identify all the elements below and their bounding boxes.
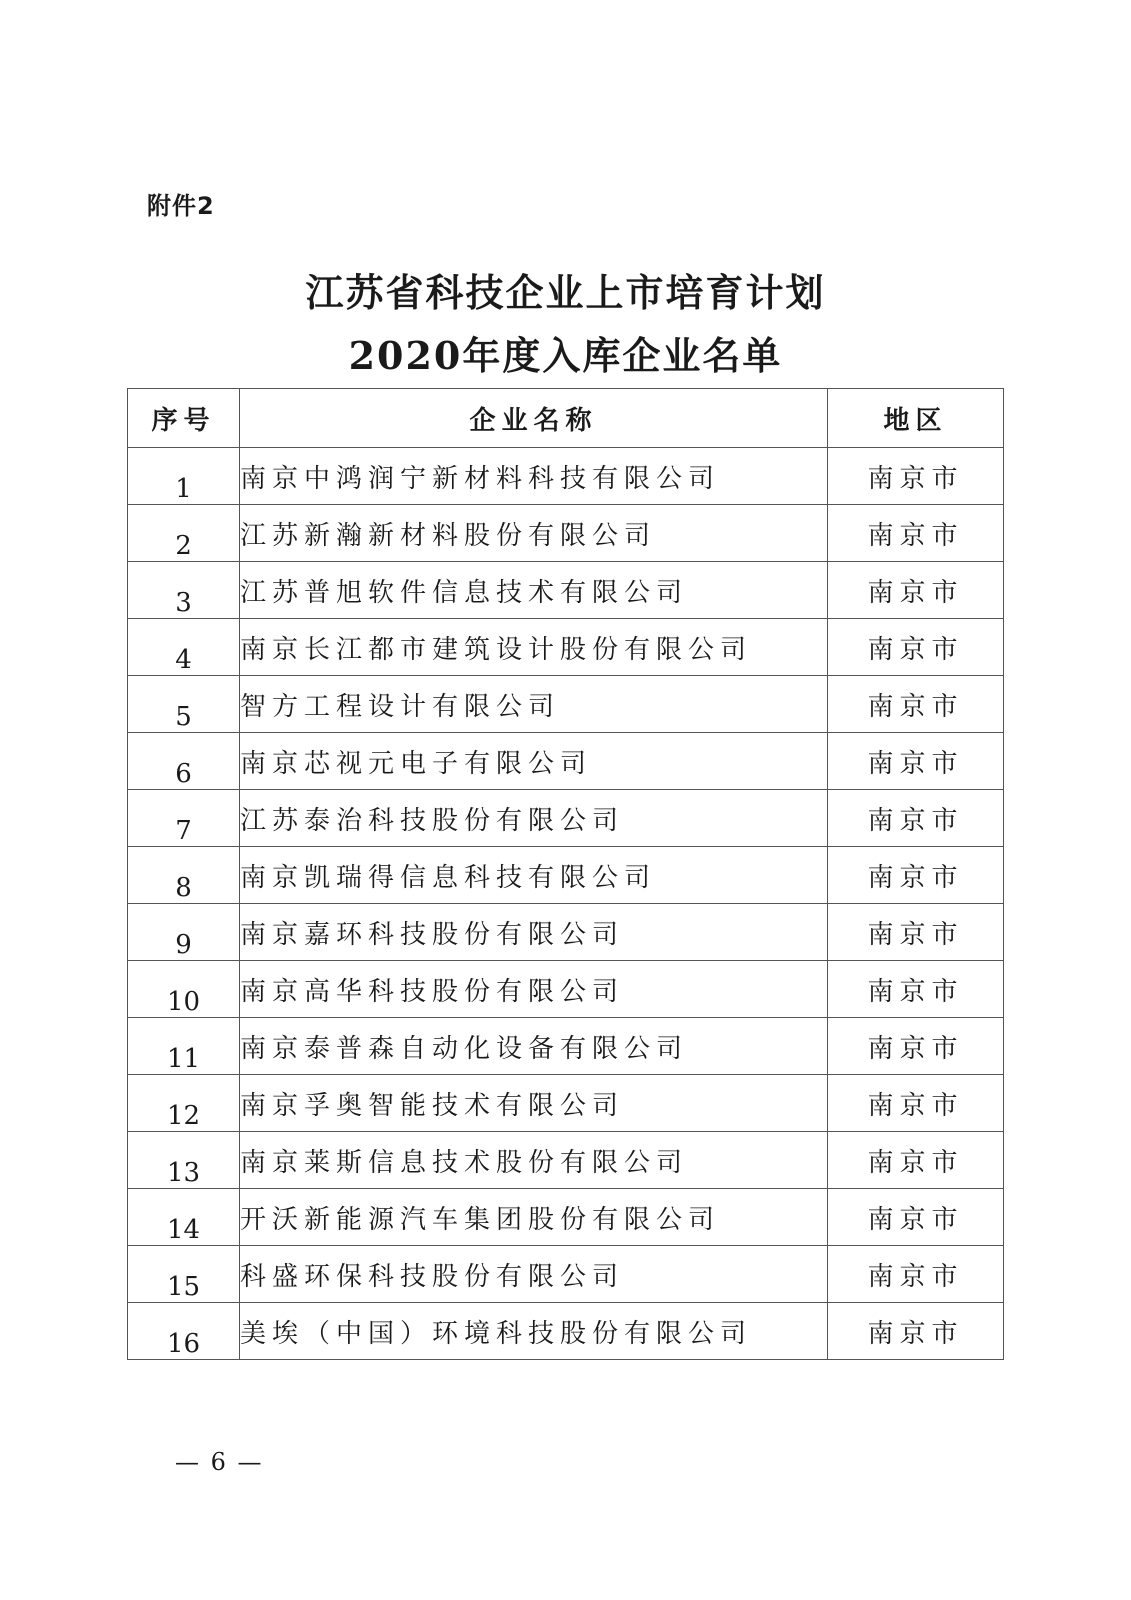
header-enterprise-name: 企业名称 [240, 389, 828, 448]
row-number: 8 [128, 847, 240, 904]
row-region: 南京市 [828, 448, 1004, 505]
table-row [128, 1246, 1004, 1303]
attachment-label: 附件2 [147, 192, 215, 220]
row-enterprise-name: 南京孚奥智能技术有限公司 [240, 1075, 828, 1132]
row-number: 3 [128, 562, 240, 619]
row-number: 14 [128, 1189, 240, 1246]
table-row [128, 1132, 1004, 1189]
row-region: 南京市 [828, 1075, 1004, 1132]
row-number: 13 [128, 1132, 240, 1189]
row-region: 南京市 [828, 505, 1004, 562]
row-region: 南京市 [828, 847, 1004, 904]
table-row [128, 904, 1004, 961]
row-enterprise-name: 南京莱斯信息技术股份有限公司 [240, 1132, 828, 1189]
row-number: 4 [128, 619, 240, 676]
row-region: 南京市 [828, 1246, 1004, 1303]
document-title-line1: 江苏省科技企业上市培育计划 [305, 270, 826, 315]
row-number: 2 [128, 505, 240, 562]
row-number: 11 [128, 1018, 240, 1075]
row-enterprise-name: 江苏普旭软件信息技术有限公司 [240, 562, 828, 619]
table-body [128, 448, 1004, 1360]
row-enterprise-name: 南京长江都市建筑设计股份有限公司 [240, 619, 828, 676]
row-enterprise-name: 开沃新能源汽车集团股份有限公司 [240, 1189, 828, 1246]
header-region: 地区 [828, 389, 1004, 448]
row-enterprise-name: 智方工程设计有限公司 [240, 676, 828, 733]
table-row [128, 1075, 1004, 1132]
row-enterprise-name: 南京中鸿润宁新材料科技有限公司 [240, 448, 828, 505]
row-enterprise-name: 南京泰普森自动化设备有限公司 [240, 1018, 828, 1075]
row-number: 7 [128, 790, 240, 847]
row-number: 5 [128, 676, 240, 733]
table-row [128, 1018, 1004, 1075]
table-row [128, 1303, 1004, 1360]
row-region: 南京市 [828, 1132, 1004, 1189]
table-row [128, 847, 1004, 904]
row-region: 南京市 [828, 562, 1004, 619]
row-region: 南京市 [828, 904, 1004, 961]
table-row [128, 1189, 1004, 1246]
document-title-line2: 2020年度入库企业名单 [348, 333, 783, 378]
row-region: 南京市 [828, 1303, 1004, 1360]
row-number: 12 [128, 1075, 240, 1132]
row-enterprise-name: 美埃（中国）环境科技股份有限公司 [240, 1303, 828, 1360]
row-enterprise-name: 南京高华科技股份有限公司 [240, 961, 828, 1018]
row-enterprise-name: 江苏新瀚新材料股份有限公司 [240, 505, 828, 562]
row-enterprise-name: 南京芯视元电子有限公司 [240, 733, 828, 790]
row-region: 南京市 [828, 790, 1004, 847]
row-region: 南京市 [828, 676, 1004, 733]
row-enterprise-name: 南京嘉环科技股份有限公司 [240, 904, 828, 961]
table-row [128, 961, 1004, 1018]
table-row [128, 448, 1004, 505]
row-region: 南京市 [828, 961, 1004, 1018]
row-region: 南京市 [828, 1018, 1004, 1075]
row-number: 6 [128, 733, 240, 790]
enterprise-list-table [127, 388, 1004, 1360]
table-row [128, 790, 1004, 847]
header-serial-number: 序号 [128, 389, 240, 448]
row-number: 9 [128, 904, 240, 961]
row-region: 南京市 [828, 619, 1004, 676]
table-row [128, 619, 1004, 676]
row-enterprise-name: 南京凯瑞得信息科技有限公司 [240, 847, 828, 904]
row-enterprise-name: 科盛环保科技股份有限公司 [240, 1246, 828, 1303]
table-row [128, 676, 1004, 733]
row-number: 15 [128, 1246, 240, 1303]
table-row [128, 505, 1004, 562]
table-row [128, 733, 1004, 790]
table-row [128, 562, 1004, 619]
row-number: 1 [128, 448, 240, 505]
row-number: 10 [128, 961, 240, 1018]
row-number: 16 [128, 1303, 240, 1360]
page-number: — 6 — [175, 1448, 264, 1476]
table-header-row [128, 389, 1004, 448]
row-region: 南京市 [828, 733, 1004, 790]
row-enterprise-name: 江苏泰治科技股份有限公司 [240, 790, 828, 847]
row-region: 南京市 [828, 1189, 1004, 1246]
